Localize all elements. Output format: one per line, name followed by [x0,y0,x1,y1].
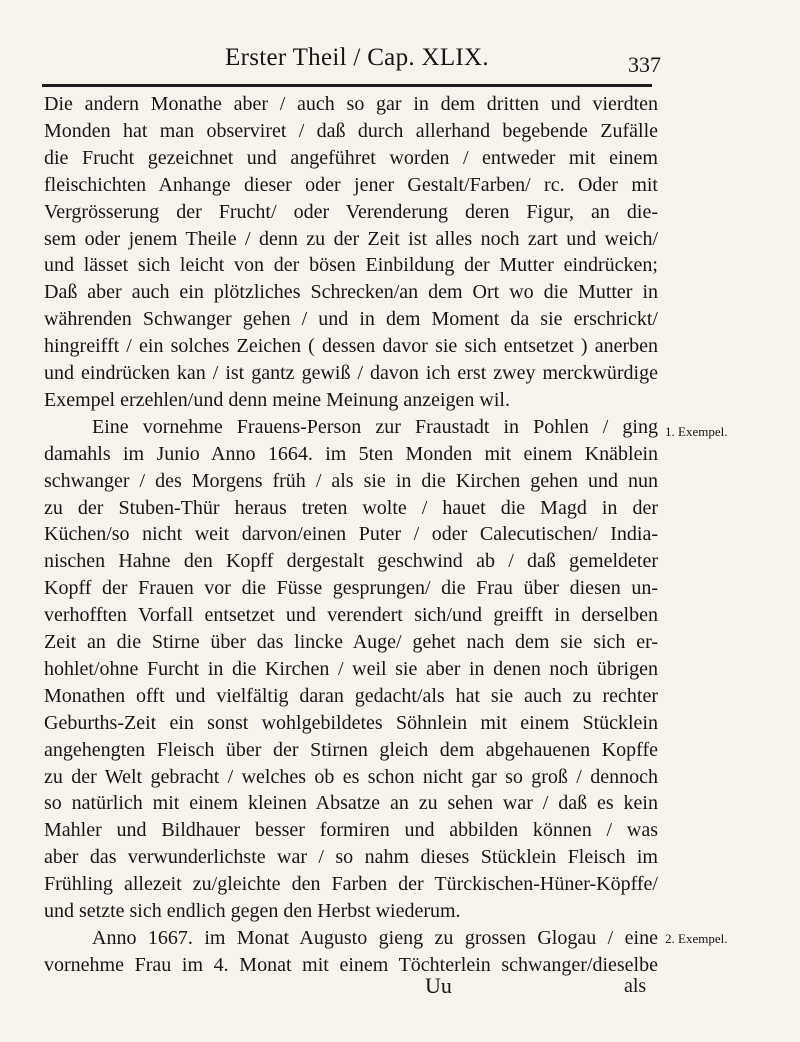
text-line: aber das verwunderlichste war / so nahm dieses Stücklein Fleisch im [44,846,658,868]
header-rule [42,84,652,87]
text-line: Frühling allezeit zu/gleichte den Farben der Türckischen-Hüner-Köpffe/ [44,873,658,895]
text-line: Anno 1667. im Monat Augusto gieng zu grossen Glogau / eine [92,927,658,949]
text-line: zu der Welt gebracht / welches ob es schon nicht gar so groß / dennoch [44,766,658,788]
text-line: Monden hat man observiret / daß durch allerhand begebende Zufälle [44,120,658,142]
text-line: zu der Stuben-Thür heraus treten wolte / hauet die Magd in der [44,497,658,519]
text-line: vornehme Frau im 4. Monat mit einem Töchterlein schwanger/dieselbe [44,954,658,976]
page-number: 337 [628,52,661,77]
text-line: verhofften Vorfall entsetzet und verendert sich/und greifft in derselben [44,604,658,626]
text-line: Eine vornehme Frauens-Person zur Fraustadt in Pohlen / ging [92,416,658,438]
text-line: Vergrösserung der Frucht/ oder Verenderung deren Figur, an die- [44,201,658,223]
text-line: Küchen/so nicht weit darvon/einen Puter / oder Calecutischen/ India- [44,523,658,545]
text-line: hingreifft / ein solches Zeichen ( dessen davor sie sich entsetzet ) anerben [44,335,658,357]
text-line: so natürlich mit einem kleinen Absatze an zu sehen war / daß es kein [44,792,658,814]
catchword: als [624,975,647,997]
text-line: sem oder jenem Theile / denn zu der Zeit ist alles noch zart und weich/ [44,228,658,250]
running-head: Erster Theil / Cap. XLIX. [225,44,489,71]
text-line: damahls im Junio Anno 1664. im 5ten Monden mit einem Knäblein [44,443,658,465]
text-line: angehengten Fleisch über der Stirnen gleich dem abgehauenen Kopffe [44,739,658,761]
text-line: Die andern Monathe aber / auch so gar in dem dritten und vierdten [44,93,658,115]
text-line: Zeit an die Stirne über das lincke Auge/ gehet nach dem sie sich er- [44,631,658,653]
text-line: währenden Schwanger gehen / und in dem Moment da sie erschrickt/ [44,308,658,330]
text-line: Geburths-Zeit ein sonst wohlgebildetes Söhnlein mit einem Stücklein [44,712,658,734]
text-line: und lässet sich leicht von der bösen Einbildung der Mutter eindrücken; [44,254,658,276]
signature-mark: Uu [425,973,452,998]
text-line: schwanger / des Morgens früh / als sie in die Kirchen gehen und nun [44,470,658,492]
text-line: Exempel erzehlen/und denn meine Meinung anzeigen wil. [44,389,510,411]
margin-note-2: 2. Exempel. [665,931,728,946]
margin-note-1: 1. Exempel. [665,424,728,439]
text-line: nischen Hahne den Kopff dergestalt geschwind ab / daß gemeldeter [44,550,658,572]
text-line: Monathen offt und vielfältig daran gedacht/als hat sie auch zu rechter [44,685,658,707]
text-line: Daß aber auch ein plötzliches Schrecken/an dem Ort wo die Mutter in [44,281,658,303]
text-line: fleischichten Anhange dieser oder jener Gestalt/Farben/ rc. Oder mit [44,174,658,196]
text-line: und eindrücken kan / ist gantz gewiß / davon ich erst zwey merckwürdige [44,362,658,384]
text-line: und setzte sich endlich gegen den Herbst wiederum. [44,900,461,922]
text-line: hohlet/ohne Furcht in die Kirchen / weil sie aber in denen noch übrigen [44,658,658,680]
text-line: Mahler und Bildhauer besser formiren und abbilden können / was [44,819,658,841]
text-line: die Frucht gezeichnet und angeführet worden / entweder mit einem [44,147,658,169]
text-line: Kopff der Frauen vor die Füsse gesprungen/ die Frau über diesen un- [44,577,658,599]
